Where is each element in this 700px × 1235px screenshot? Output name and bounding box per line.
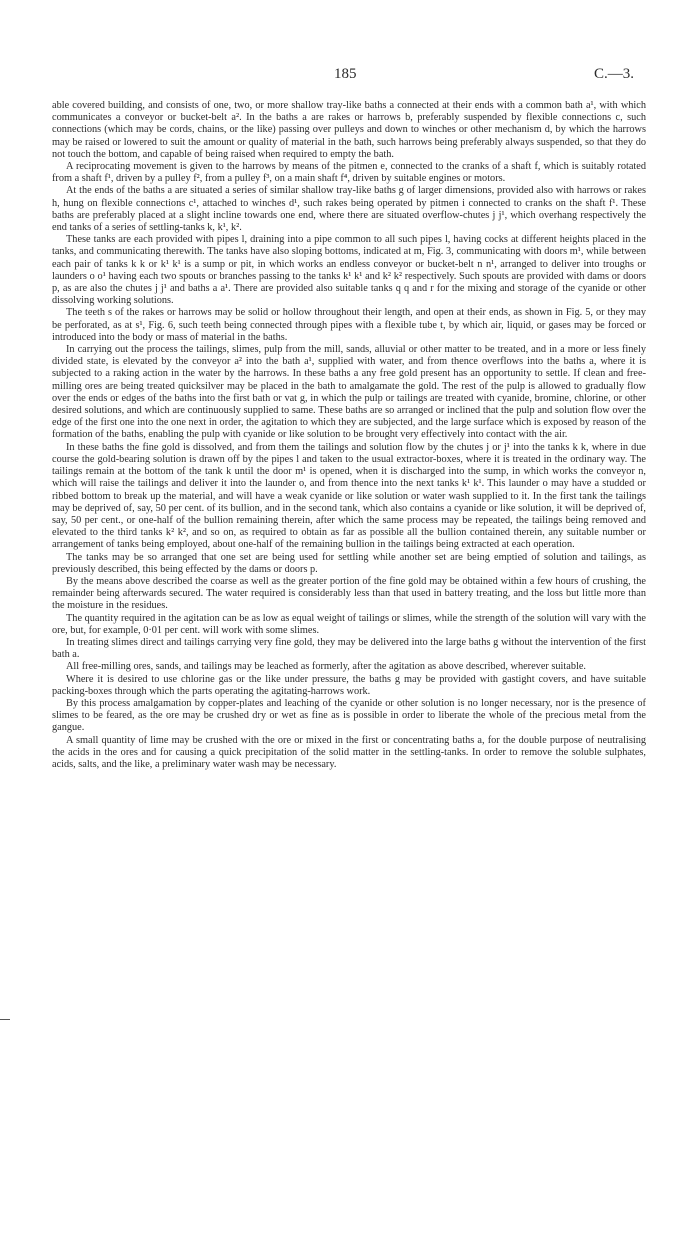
paragraph: All free-milling ores, sands, and tailings may be leached as formerly, after the agitation as above described, wherever suitable. xyxy=(66,661,586,673)
paragraph: The teeth s of the rakes or harrows may be solid or hollow throughout their length, and open at their ends, as shown in Fig. 5, or they may be perforated, as at s¹, Fig. 6, such teeth being connected through pipes with a flexible tube t, by which air, liquid, or gases may be forced or introduced into the body or mass of material in the baths. xyxy=(52,307,646,343)
page-number: 185 xyxy=(334,66,357,82)
margin-mark xyxy=(0,1019,10,1020)
paragraph: The tanks may be so arranged that one set are being used for settling while another set are being emptied of solution and tailings, as previously described, this being effected by the dams or doors p. xyxy=(52,551,646,575)
paragraph: By this process amalgamation by copper-plates and leaching of the cyanide or other solution is no longer necessary, nor is the presence of slimes to be feared, as the ore may be crushed dry or wet as fine as is possible in order to liberate the whole of the precious metal from the gangue. xyxy=(52,697,646,734)
series-code: C.—3. xyxy=(594,66,635,82)
paragraph: At the ends of the baths a are situated a series of similar shallow tray-like baths g of larger dimensions, provided also with harrows or rakes h, hung on flexible connections c¹, attached to winches d¹, such rakes being operated by pitmen i connected to cranks on the shaft f¹. These baths are preferably placed at a slight incline towards one end, where there are situated overflow-chutes j j¹, which overhang respectively the end tanks of a series of settling-tanks k, k¹, k². xyxy=(52,185,646,234)
paragraph: The quantity required in the agitation can be as low as equal weight of tailings or slimes, while the strength of the solution will vary with the ore, but, for example, 0·01 per cent. will work with some slimes. xyxy=(52,612,646,636)
paragraph: A small quantity of lime may be crushed with the ore or mixed in the first or concentrating baths a, for the double purpose of neutralising the acids in the ores and for causing a quick precipitation of the solid matter in the settling-tanks. In order to remove the soluble sulphates, acids, salts, and the like, a preliminary water wash may be necessary. xyxy=(52,734,646,770)
paragraph: In treating slimes direct and tailings carrying very fine gold, they may be delivered into the large baths g without the intervention of the first bath a. xyxy=(52,636,646,661)
paragraph: A reciprocating movement is given to the harrows by means of the pitmen e, connected to the cranks of a shaft f, which is suitably rotated from a shaft f¹, driven by a pulley f², from a pulley f³, on a main shaft f⁴, driven by suitable engines or motors. xyxy=(52,161,646,185)
body-text xyxy=(52,100,646,771)
page-header xyxy=(0,66,700,86)
paragraph: Where it is desired to use chlorine gas or the like under pressure, the baths g may be provided with gastight covers, and have suitable packing-boxes through which the parts operating the agitating-harrows work. xyxy=(52,673,646,697)
paragraph: By the means above described the coarse as well as the greater portion of the fine gold may be obtained within a few hours of crushing, the remainder being afterwards secured. The water required is considerably less than that used in battery treating, and the loss but little more than the moisture in the residues. xyxy=(52,575,646,612)
paragraph: In these baths the fine gold is dissolved, and from them the tailings and solution flow by the chutes j or j¹ into the tanks k k, where in due course the gold-bearing solution is drawn off by the pipes l and taken to the usual extractor-boxes, where it is treated in the ordinary way. The tailings remain at the bottom of the tank k until the door m¹ is opened, when it is discharged into the sump, in which works the conveyor n, which will raise the tailings and deliver it into the launder o, and from thence into the next tanks k¹ k¹. This launder o may have a studded or ribbed bottom to break up the material, and will have a weak cyanide or like solution or water wash supplied to it. In the first tank the tailings may be deprived of, say, 50 per cent. of its bullion, and in the second tank, which also contains a cyanide or like solution, it will be deprived of, say, 50 per cent., or one-half of the bullion remaining therein, after which the same process may be repeated, the tailings being removed and elevated to the third tanks k² k², and so on, as required to obtain as far as possible all the bullion contained therein, any suitable number or arrangement of tanks being employed, about one-half of the remaining bullion in the tailings being extracted at each operation. xyxy=(52,441,646,551)
paragraph: These tanks are each provided with pipes l, draining into a pipe common to all such pipes l, having cocks at different heights placed in the tanks, and communicating therewith. The tanks have also sloping bottoms, indicated at m, Fig. 3, communicating with doors m¹, while between each pair of tanks k k or k¹ k¹ is a sump or pit, in which works an endless conveyor or bucket-belt n n¹, arranged to deliver into troughs or launders o o¹ having each two spouts or branches passing to the tanks k¹ k¹ and k² k² respectively. Such spouts are provided with dams or doors p, as are also the chutes j j¹ and baths a a¹. There are provided also suitable tanks q q and r for the mixing and storage of the cyanide or other dissolving working solutions. xyxy=(52,234,646,307)
paragraph: In carrying out the process the tailings, slimes, pulp from the mill, sands, alluvial or other matter to be treated, and in a more or less finely divided state, is elevated by the conveyor a² into the bath a¹, supplied with water, and from thence overflows into the baths a, where it is subjected to a raking action in the water by the harrows. In these baths a any free gold present has an opportunity to settle. If clean and free-milling ores are being treated quicksilver may be placed in the bath to amalgamate the gold. The rest of the pulp is allowed to gradually flow over the ends or edges of the baths into the first bath or vat g, in which the pulp or tailings are treated with cyanide, bromine, chlorine, or other desired solutions, and which are continuously supplied to same. These baths are so arranged or inclined that the pulp and solution flow over the edge of the first one into the one next in order, the agitation to which they are subjected, and the large surface which is exposed by reason of the formation of the baths, enabling the pulp with cyanide or like solution to be brought very effectively into contact with the air. xyxy=(52,344,646,441)
paragraph: able covered building, and consists of one, two, or more shallow tray-like baths a connected at their ends with a common bath a¹, with which communicates a conveyor or bucket-belt a². In the baths a are rakes or harrows b, preferably suspended by flexible connections c, such connections (which may be cords, chains, or the like) passing over pulleys and down to winches or other mechanism d, by which the harrows may be raised or lowered to suit the amount or quality of material in the bath, such harrows being preferably always suspended, so that they do not touch the bottom, and capable of being raised when required to empty the bath. xyxy=(52,100,646,160)
